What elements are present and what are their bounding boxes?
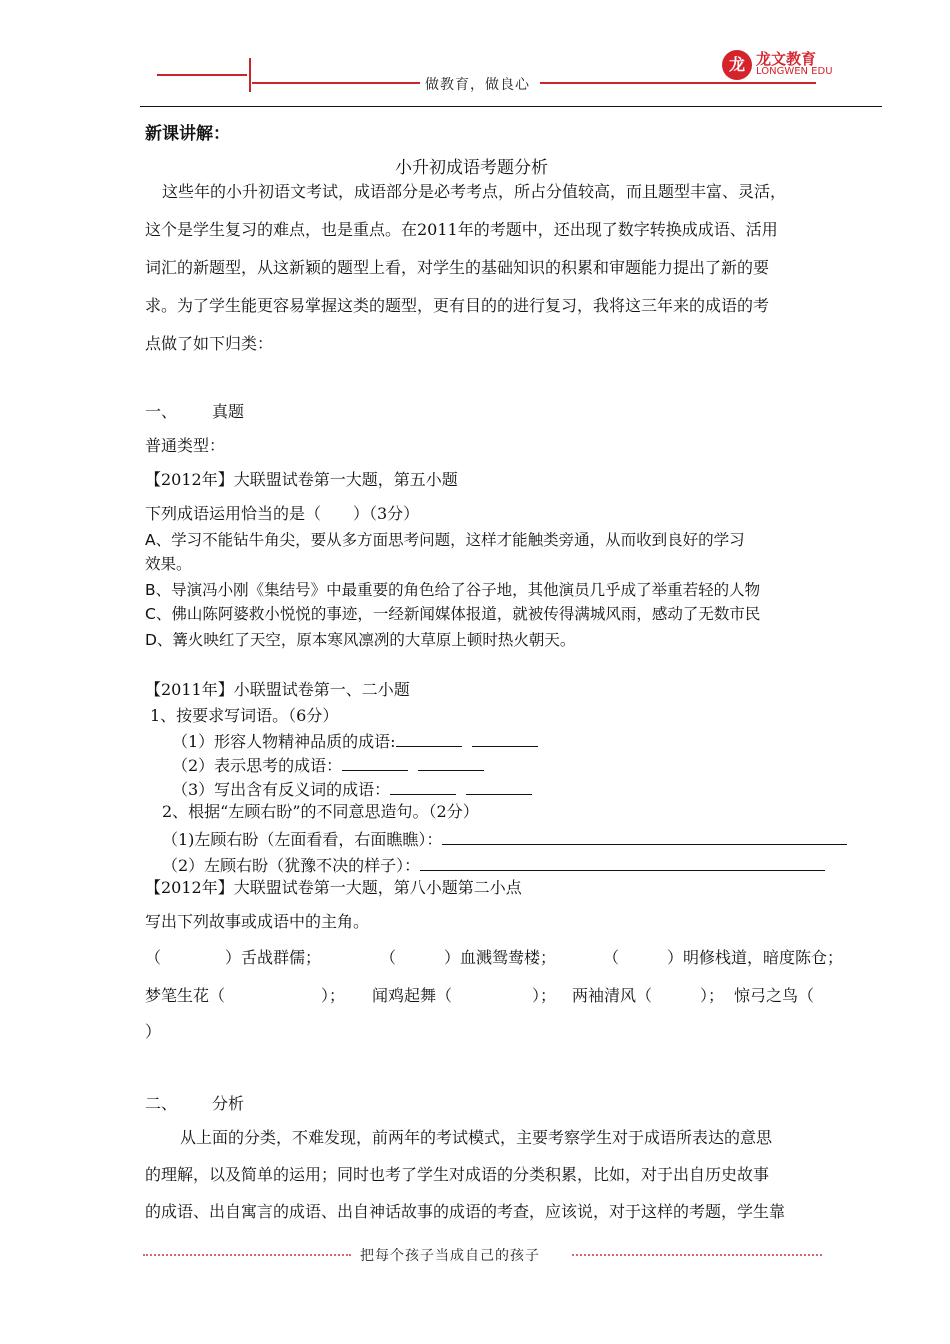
q2012a-option-b: B、导演冯小刚《集结号》中最重要的角色给了谷子地，其他演员几乎成了举重若轻的人物 — [145, 581, 761, 599]
section-heading: 新课讲解： — [145, 124, 230, 144]
footer-motto: 把每个孩子当成自己的孩子 — [360, 1248, 540, 1264]
answer-blank[interactable] — [396, 730, 462, 747]
q2012b-row1-item-2: （ ）血溅鸳鸯楼； — [380, 948, 557, 967]
q2012a-option-c: C、佛山陈阿婆救小悦悦的事迹，一经新闻媒体报道，就被传得满城风雨，感动了无数市民 — [145, 605, 761, 623]
q2012b-row2-item-3: 两袖清风（ ）； — [572, 986, 725, 1005]
part1-title: 真题 — [212, 402, 245, 421]
answer-blank[interactable] — [418, 754, 484, 771]
header-slogan: 做教育，做良心 — [425, 77, 530, 93]
q2011-source: 【2011年】小联盟试卷第一、二小题 — [145, 680, 410, 699]
intro-line-1: 这些年的小升初语文考试，成语部分是必考考点，所占分值较高，而且题型丰富、灵活， — [162, 182, 787, 201]
part2-number: 二、 — [145, 1094, 178, 1113]
intro-line-3: 词汇的新题型，从这新颖的题型上看，对学生的基础知识的积累和审题能力提出了新的要 — [145, 258, 770, 277]
q2011-q1: 1、按要求写词语。（6分） — [150, 706, 339, 725]
q2011-q2-item-2 — [162, 854, 825, 876]
part1-number: 一、 — [145, 402, 178, 421]
intro-line-5: 点做了如下归类： — [145, 334, 274, 353]
header-red-line-left — [157, 74, 247, 76]
common-type-label: 普通类型： — [145, 436, 226, 455]
q2012b-row3: ） — [145, 1022, 162, 1041]
q2012a-option-a-cont: 效果。 — [145, 555, 192, 573]
answer-blank[interactable] — [472, 730, 538, 747]
q2011-q2: 2、根据“左顾右盼”的不同意思造句。（2分） — [162, 802, 479, 821]
header-red-divider — [249, 58, 251, 92]
q2012b-stem: 写出下列故事或成语中的主角。 — [145, 912, 370, 931]
analysis-line-2: 的理解，以及简单的运用；同时也考了学生对成语的分类积累，比如，对于出自历史故事 — [145, 1165, 770, 1184]
answer-line[interactable] — [442, 828, 847, 845]
q2011-q1-item-1 — [172, 730, 538, 752]
intro-line-4: 求。为了学生能更容易掌握这类的题型，更有目的的进行复习，我将这三年来的成语的考 — [145, 296, 770, 315]
header-rule — [140, 106, 882, 107]
q2012a-source: 【2012年】大联盟试卷第一大题，第五小题 — [145, 470, 458, 489]
q2011-q2-item-1 — [162, 828, 847, 850]
footer-dotted-line-left — [143, 1254, 351, 1256]
q2012a-option-a: A、学习不能钻牛角尖，要从多方面思考问题，这样才能触类旁通，从而收到良好的学习 — [145, 531, 745, 549]
page-title: 小升初成语考题分析 — [395, 158, 548, 178]
answer-line[interactable] — [420, 854, 825, 871]
q2012b-source: 【2012年】大联盟试卷第一大题，第八小题第二小点 — [145, 878, 522, 897]
brand-logo — [722, 46, 832, 82]
q2012b-row2-item-1: 梦笔生花（ ）； — [145, 986, 346, 1005]
q2011-q1-item-2-text: （2）表示思考的成语： — [172, 756, 343, 775]
analysis-line-3: 的成语、出自寓言的成语、出自神话故事的成语的考查，应该说，对于这样的考题，学生靠 — [145, 1202, 786, 1221]
answer-blank[interactable] — [390, 778, 456, 795]
q2012b-row2-item-2: 闻鸡起舞（ ）； — [372, 986, 557, 1005]
q2011-q2-item-2-text: （2）左顾右盼（犹豫不决的样子）： — [162, 856, 421, 875]
part2-title: 分析 — [212, 1094, 245, 1113]
footer-dotted-line-right — [572, 1254, 822, 1256]
dragon-logo-icon: 龙 — [722, 50, 752, 80]
q2011-q2-item-1-text: （1)左顾右盼（左面看看，右面瞧瞧）： — [162, 830, 443, 849]
q2011-q1-item-1-text: （1）形容人物精神品质的成语: — [172, 732, 396, 751]
q2012a-stem: 下列成语运用恰当的是（ ）（3分） — [145, 504, 420, 523]
q2012b-row2-item-4: 惊弓之鸟（ — [734, 986, 815, 1005]
q2012b-row1-item-3: （ ）明修栈道，暗度陈仓； — [603, 948, 844, 967]
analysis-line-1: 从上面的分类，不难发现，前两年的考试模式，主要考察学生对于成语所表达的意思 — [180, 1128, 773, 1147]
header-red-line-right — [540, 82, 816, 84]
answer-blank[interactable] — [342, 754, 408, 771]
answer-blank[interactable] — [466, 778, 532, 795]
q2011-q1-item-3-text: （3）写出含有反义词的成语： — [172, 780, 391, 799]
q2011-q1-item-3 — [172, 778, 532, 800]
q2012b-row1-item-1: （ ）舌战群儒； — [145, 948, 322, 967]
intro-line-2: 这个是学生复习的难点，也是重点。在2011年的考题中，还出现了数字转换成成语、活用 — [145, 220, 778, 239]
logo-name: 龙文教育 — [756, 50, 817, 68]
q2012a-option-d: D、篝火映红了天空，原本寒风凛冽的大草原上顿时热火朝天。 — [145, 631, 576, 649]
q2011-q1-item-2 — [172, 754, 484, 776]
header-red-line-middle — [252, 82, 420, 84]
logo-subtitle: LONGWEN EDU — [756, 66, 833, 77]
